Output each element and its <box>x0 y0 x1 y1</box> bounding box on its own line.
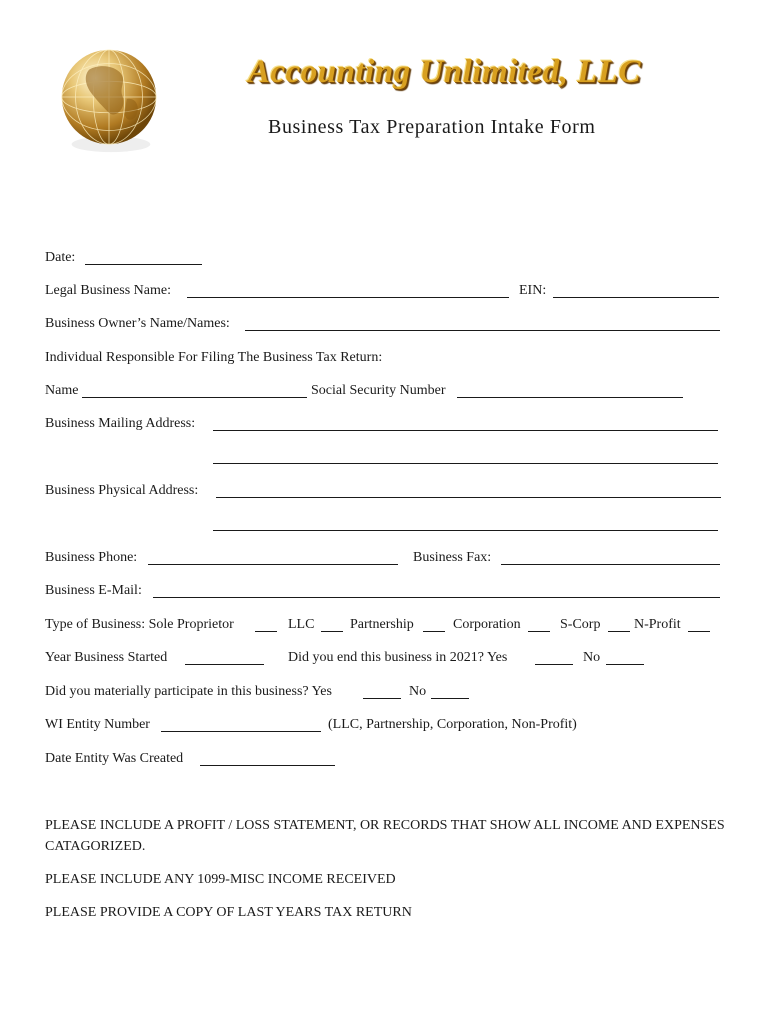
name-ssn-row <box>45 382 725 400</box>
partnership-checkbox[interactable] <box>423 631 445 632</box>
s-corp-label: S-Corp <box>560 617 601 632</box>
business-type-row <box>45 616 725 634</box>
phone-label: Business Phone: <box>45 550 138 565</box>
globe-logo <box>50 40 168 158</box>
corporation-label: Corporation <box>453 617 521 632</box>
participation-row <box>45 683 725 701</box>
year-started-field[interactable] <box>185 664 264 665</box>
n-profit-checkbox[interactable] <box>688 631 710 632</box>
phone-field[interactable] <box>148 564 398 565</box>
date-created-field[interactable] <box>200 765 335 766</box>
physical-address-label: Business Physical Address: <box>45 483 199 498</box>
phone-fax-row <box>45 549 725 567</box>
company-name: Accounting Unlimited, LLC <box>248 54 641 90</box>
sole-proprietor-checkbox[interactable] <box>255 631 277 632</box>
n-profit-label: N-Profit <box>634 617 681 632</box>
legal-name-row <box>45 282 725 300</box>
mailing-address-field[interactable] <box>213 430 718 431</box>
corporation-checkbox[interactable] <box>528 631 550 632</box>
email-field[interactable] <box>153 597 720 598</box>
date-created-label: Date Entity Was Created <box>45 751 184 766</box>
llc-checkbox[interactable] <box>321 631 343 632</box>
mailing-address-label: Business Mailing Address: <box>45 416 196 431</box>
legal-name-field[interactable] <box>187 297 509 298</box>
responsible-heading: Individual Responsible For Filing The Business Tax Return: <box>45 350 383 365</box>
fax-label: Business Fax: <box>413 550 492 565</box>
wi-entity-label: WI Entity Number <box>45 717 150 732</box>
instruction-tax-return: PLEASE PROVIDE A COPY OF LAST YEARS TAX RETURN <box>45 905 412 920</box>
wi-entity-row <box>45 716 725 734</box>
ended-no-label: No <box>583 650 601 665</box>
ended-no-field[interactable] <box>606 664 644 665</box>
ein-field[interactable] <box>553 297 719 298</box>
date-created-row <box>45 750 725 768</box>
ssn-field[interactable] <box>457 397 683 398</box>
llc-label: LLC <box>288 617 315 632</box>
participation-yes-field[interactable] <box>363 698 401 699</box>
email-label: Business E-Mail: <box>45 583 142 598</box>
instruction-1099-misc: PLEASE INCLUDE ANY 1099-MISC INCOME RECEIVED <box>45 872 396 887</box>
mailing-address-row <box>45 415 725 433</box>
mailing-address-row-2 <box>45 448 725 466</box>
physical-address-row-2 <box>45 515 725 533</box>
physical-address-field-2[interactable] <box>213 530 718 531</box>
physical-address-row <box>45 482 725 500</box>
instruction-profit-loss: PLEASE INCLUDE A PROFIT / LOSS STATEMENT, OR RECORDS THAT SHOW ALL INCOME AND EXPENSES CATAGORIZED. <box>45 818 725 854</box>
participation-question: Did you materially participate in this business? Yes <box>45 684 332 699</box>
responsible-heading-row <box>45 349 545 367</box>
participation-no-field[interactable] <box>431 698 469 699</box>
partnership-label: Partnership <box>350 617 414 632</box>
name-field[interactable] <box>82 397 307 398</box>
name-label: Name <box>45 383 79 398</box>
legal-name-label: Legal Business Name: <box>45 283 171 298</box>
owner-names-label: Business Owner’s Name/Names: <box>45 316 230 331</box>
ssn-label: Social Security Number <box>311 383 446 398</box>
physical-address-field[interactable] <box>216 497 721 498</box>
email-row <box>45 582 725 600</box>
ended-question: Did you end this business in 2021? Yes <box>288 650 508 665</box>
mailing-address-field-2[interactable] <box>213 463 718 464</box>
wi-entity-field[interactable] <box>161 731 321 732</box>
date-row <box>45 249 245 267</box>
owner-names-field[interactable] <box>245 330 720 331</box>
participation-no-label: No <box>409 684 427 699</box>
fax-field[interactable] <box>501 564 720 565</box>
form-title: Business Tax Preparation Intake Form <box>268 116 596 138</box>
business-type-label: Type of Business: Sole Proprietor <box>45 617 234 632</box>
s-corp-checkbox[interactable] <box>608 631 630 632</box>
year-started-label: Year Business Started <box>45 650 168 665</box>
year-started-row <box>45 649 725 667</box>
ein-label: EIN: <box>519 283 547 298</box>
wi-entity-note: (LLC, Partnership, Corporation, Non-Profit) <box>328 717 577 732</box>
ended-yes-field[interactable] <box>535 664 573 665</box>
date-label: Date: <box>45 250 76 265</box>
owner-names-row <box>45 315 725 333</box>
date-field[interactable] <box>85 264 202 265</box>
